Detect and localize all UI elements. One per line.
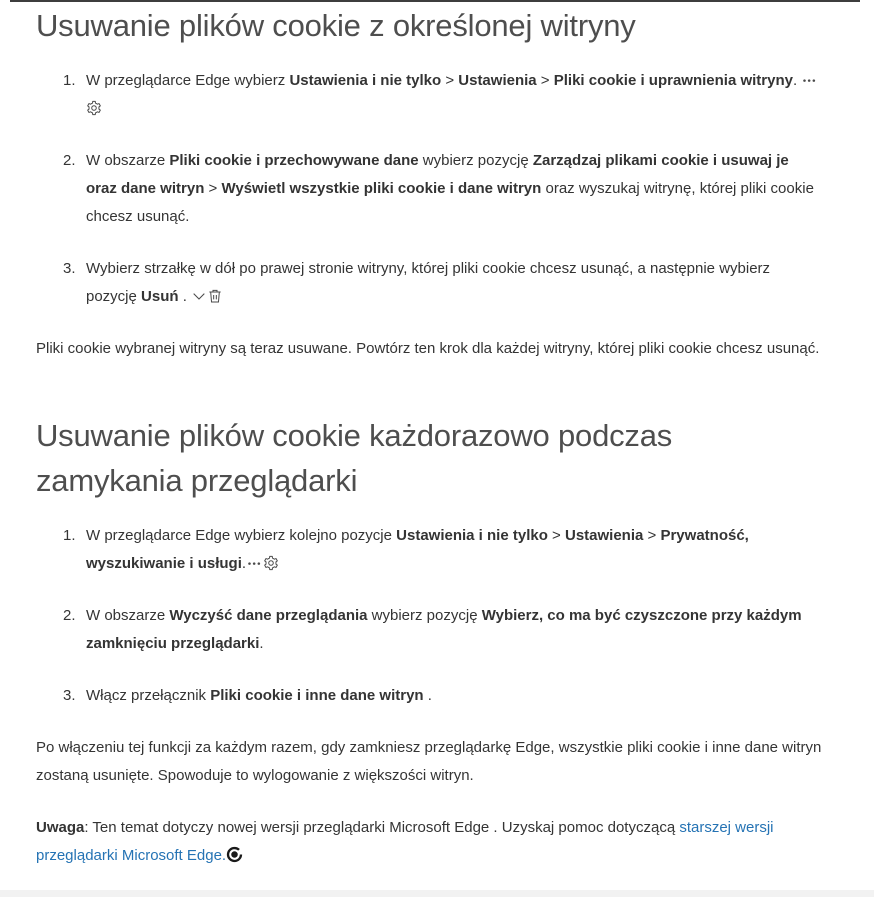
step-item bbox=[36, 67, 844, 123]
bold-text-run: Ustawienia bbox=[564, 527, 644, 544]
bold-text-run: Wyczyść dane przeglądania bbox=[169, 607, 368, 624]
bold-text-run: Prywatność, wyszukiwanie i usługi bbox=[86, 527, 749, 572]
text-run: wybierz pozycję bbox=[367, 607, 482, 624]
bold-text-run: Ustawienia i nie tylko bbox=[396, 527, 548, 544]
more-ellipsis-icon bbox=[246, 555, 263, 571]
section-top-divider bbox=[10, 0, 860, 2]
bold-text-run: Ustawienia i nie tylko bbox=[289, 72, 442, 89]
step-item bbox=[36, 682, 844, 710]
result-paragraph: Pliki cookie wybranej witryny są teraz usuwane. Powtórz ten krok dla każdej witryny, której pliki cookie chcesz usunąć. bbox=[36, 340, 820, 357]
text-run: Wybierz strzałkę w dół po prawej stronie witryny, której pliki cookie chcesz usunąć, a następnie wybierz pozycję bbox=[86, 260, 771, 305]
text-run: > bbox=[536, 72, 554, 89]
bold-text-run: Zarządzaj plikami cookie i usuwaj je oraz dane witryn bbox=[86, 152, 789, 197]
section-delete-cookies-specific-site bbox=[36, 3, 844, 363]
step-text bbox=[86, 522, 822, 578]
text-run: W przeglądarce Edge wybierz kolejno pozycje bbox=[86, 527, 397, 544]
text-run: W obszarze bbox=[86, 607, 170, 624]
text-run: . bbox=[259, 635, 264, 652]
text-run: . bbox=[178, 288, 192, 305]
bold-text-run: Pliki cookie i uprawnienia witryny bbox=[553, 72, 793, 89]
step-item bbox=[36, 602, 844, 658]
gear-icon bbox=[86, 100, 102, 116]
text-run: > bbox=[441, 72, 459, 89]
text-run: > bbox=[643, 527, 661, 544]
text-run: oraz wyszukaj witrynę, której pliki cookie chcesz usunąć. bbox=[86, 180, 814, 225]
section-delete-cookies-on-close bbox=[36, 413, 844, 790]
step-number: 3. bbox=[63, 260, 76, 277]
step-text bbox=[86, 147, 822, 231]
step-text bbox=[86, 67, 822, 123]
legacy-edge-help-link[interactable]: starszej wersji przeglądarki Microsoft Edge. bbox=[36, 819, 774, 864]
bold-text-run: Pliki cookie i inne dane witryn bbox=[210, 687, 424, 704]
bold-text-run: Wyświetl wszystkie pliki cookie i dane witryn bbox=[221, 180, 542, 197]
note-paragraph bbox=[36, 814, 844, 870]
section-title: Usuwanie plików cookie z określonej witryny bbox=[36, 8, 636, 43]
text-run: > bbox=[204, 180, 222, 197]
steps-list bbox=[36, 522, 844, 710]
text-run: Włącz przełącznik bbox=[86, 687, 211, 704]
text-run: W obszarze bbox=[86, 152, 170, 169]
gear-icon bbox=[263, 555, 279, 571]
text-run: wybierz pozycję bbox=[418, 152, 533, 169]
bold-text-run: Usuń bbox=[141, 288, 179, 305]
step-text bbox=[86, 682, 822, 710]
text-run: W przeglądarce Edge wybierz bbox=[86, 72, 290, 89]
step-number: 1. bbox=[63, 72, 76, 89]
section-title: Usuwanie plików cookie każdorazowo podczas zamykania przeglądarki bbox=[36, 418, 673, 498]
step-item bbox=[36, 147, 844, 231]
result-paragraph: Po włączeniu tej funkcji za każdym razem, gdy zamkniesz przeglądarkę Edge, wszystkie pliki cookie i inne dane witryn zostaną usunięte. Spowoduje to wylogowanie z większości witryn. bbox=[36, 739, 822, 784]
bold-text-run: Wybierz, co ma być czyszczone przy każdym zamknięciu przeglądarki bbox=[86, 607, 802, 652]
bold-text-run: Pliki cookie i przechowywane dane bbox=[169, 152, 419, 169]
text-run: . bbox=[241, 555, 247, 572]
step-item bbox=[36, 255, 844, 311]
text-run: > bbox=[547, 527, 565, 544]
text-run: . bbox=[793, 72, 802, 89]
step-number: 1. bbox=[63, 527, 76, 544]
bold-text-run: Ustawienia bbox=[458, 72, 537, 89]
edge-legacy-icon bbox=[226, 846, 243, 863]
more-ellipsis-icon bbox=[801, 72, 818, 88]
step-text bbox=[86, 255, 822, 311]
step-item bbox=[36, 522, 844, 578]
text-run: : Ten temat dotyczy nowej wersji przeglądarki Microsoft Edge . Uzyskaj pomoc dotyczącą bbox=[84, 819, 680, 836]
steps-list bbox=[36, 67, 844, 311]
next-section-strip bbox=[0, 890, 874, 897]
bold-text-run: Uwaga bbox=[36, 819, 85, 836]
chevron-down-icon bbox=[191, 288, 207, 304]
step-number: 2. bbox=[63, 152, 76, 169]
step-number: 3. bbox=[63, 687, 76, 704]
text-run: . bbox=[423, 687, 432, 704]
trash-icon bbox=[207, 288, 223, 304]
step-number: 2. bbox=[63, 607, 76, 624]
step-text bbox=[86, 602, 822, 658]
